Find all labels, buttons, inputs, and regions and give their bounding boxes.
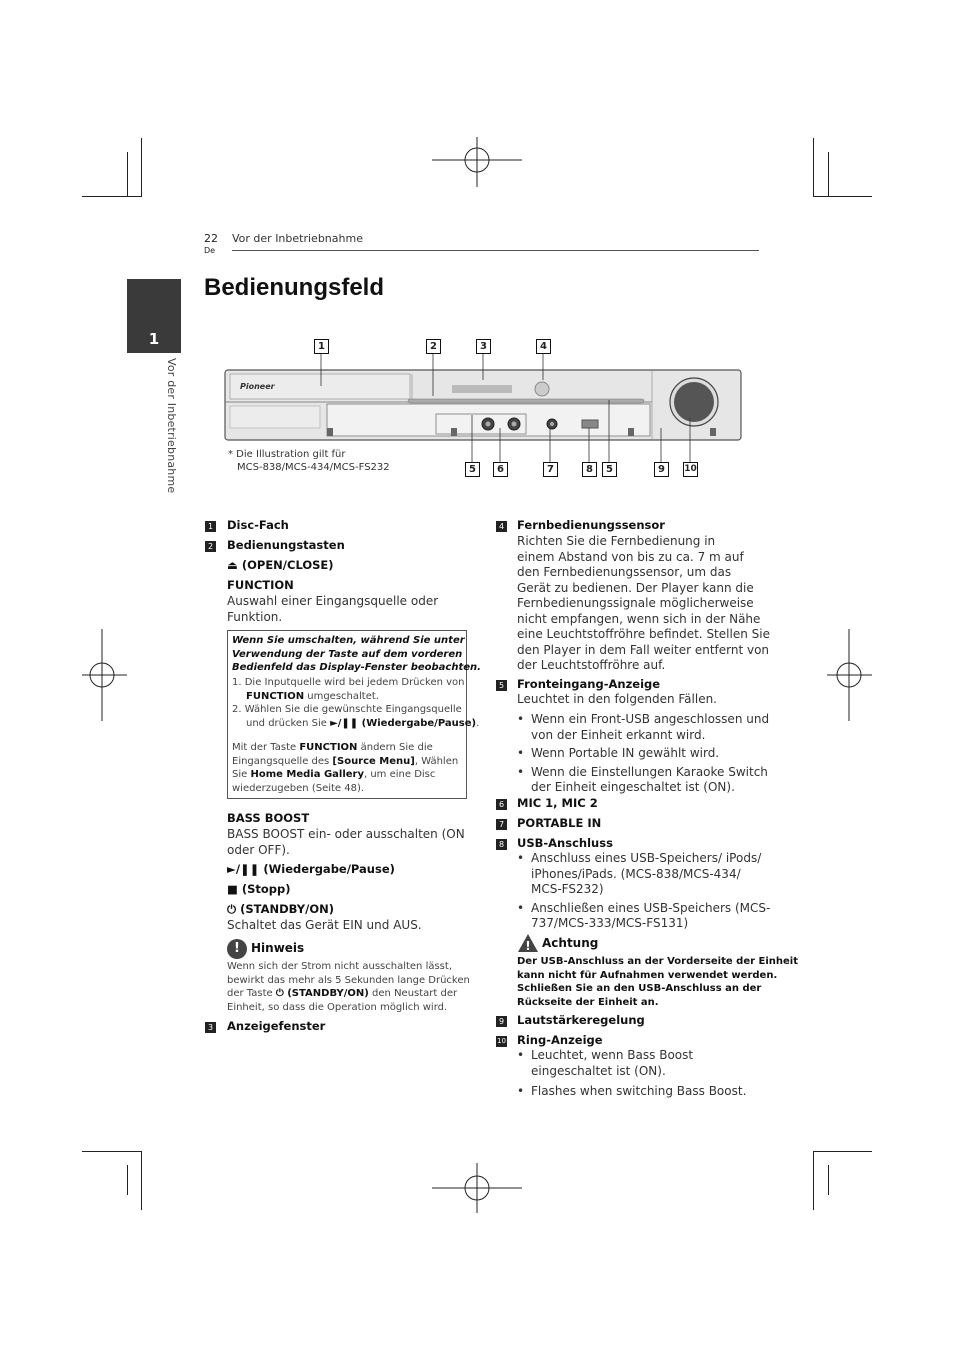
callout-8: 8: [582, 462, 597, 477]
header-rule: [232, 250, 759, 251]
bullet-list: • Wenn ein Front-USB angeschlossen und von der Einheit erkannt wird. • Wenn Portable IN gewählt wird. • Wenn die Einstellungen Karaoke Switch der Einheit eingeschaltet ist (ON).: [531, 712, 769, 796]
crop-mark: [813, 138, 814, 197]
item-number: 1: [205, 521, 216, 532]
item-label: Fronteingang-Anzeige: [517, 677, 661, 691]
item-number: 10: [497, 1037, 506, 1045]
brand-logo: Pioneer: [240, 382, 275, 391]
crop-mark: [82, 196, 142, 197]
item-label: USB-Anschluss: [517, 836, 613, 850]
callout-5: 5: [602, 462, 617, 477]
item-label: Anzeigefenster: [227, 1019, 326, 1033]
item-number: 8: [496, 839, 507, 850]
crop-mark: [813, 1151, 872, 1152]
crop-mark: [813, 196, 872, 197]
item-number: 6: [496, 799, 507, 810]
control-label: BASS BOOST: [227, 811, 310, 825]
tip-paragraph: Mit der Taste FUNCTION ändern Sie die Eingangsquelle des [Source Menu], Wählen Sie Home Media Gallery, um eine Disc wiederzugeben (Seite 48).: [232, 742, 459, 794]
callout-4: 4: [536, 339, 551, 354]
bullet-list: • Anschluss eines USB-Speichers/ iPods/ iPhones/iPads. (MCS-838/MCS-434/ MCS-FS232) • Anschließen eines USB-Speichers (MCS- 737/MCS-333/MCS-FS131): [531, 851, 770, 932]
svg-text:!: !: [525, 939, 531, 953]
warning-text: Der USB-Anschluss an der Vorderseite der Einheit kann nicht für Aufnahmen verwendet werden. Schließen Sie an den USB-Anschluss an der Rückseite der Einheit an.: [517, 956, 798, 1008]
registration-mark-left: [82, 629, 127, 721]
item-label: PORTABLE IN: [517, 816, 602, 830]
crop-mark: [141, 138, 142, 197]
callout-3: 3: [476, 339, 491, 354]
crop-mark: [828, 152, 829, 196]
registration-mark-right: [827, 629, 872, 721]
item-number: 2: [205, 541, 216, 552]
crop-mark: [813, 1151, 814, 1210]
control-label: ⏻ (STANDBY/ON): [227, 902, 334, 916]
item-number: 9: [496, 1016, 507, 1027]
section-title: Vor der Inbetriebnahme: [232, 232, 363, 245]
item-number: 7: [496, 819, 507, 830]
chapter-number: 1: [148, 330, 160, 348]
callout-9: 9: [654, 462, 669, 477]
control-label: ⏏ (OPEN/CLOSE): [227, 558, 334, 572]
crop-mark: [127, 152, 128, 196]
description: Richten Sie die Fernbedienung in einem Abstand von bis zu ca. 7 m auf den Fernbedienungssensor, um das Gerät zu bedienen. Der Player kann die Fernbedienungssignale möglicherweise nicht empfangen, wenn sich in der Nähe eine Leuchtstoffröhre befindet. Stellen Sie den Player in dem Fall weiter entfernt von der Leuchtstoffröhre auf.: [517, 534, 770, 672]
warning-icon: [517, 933, 539, 953]
description: Schaltet das Gerät EIN und AUS.: [227, 918, 422, 932]
item-number: 4: [496, 521, 507, 532]
tip-heading: Wenn Sie umschalten, während Sie unter Verwendung der Taste auf dem vorderen Bedienfeld das Display-Fenster beobachten.: [232, 635, 481, 673]
crop-mark: [828, 1165, 829, 1195]
tip-steps: 1. Die Inputquelle wird bei jedem Drücken von FUNCTION umgeschaltet. 2. Wählen Sie die gewünschte Eingangsquelle und drücken Sie ►/❚❚ (Wiedergabe/Pause).: [232, 677, 480, 729]
crop-mark: [82, 1151, 142, 1152]
bullet-list: • Leuchtet, wenn Bass Boost eingeschaltet ist (ON). • Flashes when switching Bass Boost.: [531, 1048, 746, 1100]
item-label: Fernbedienungssensor: [517, 518, 665, 532]
description: Leuchtet in den folgenden Fällen.: [517, 692, 717, 706]
item-number: 3: [205, 1022, 216, 1033]
note-icon: !: [227, 939, 247, 959]
page-number: 22: [204, 232, 218, 245]
note-title: Hinweis: [251, 941, 305, 955]
item-label: Disc-Fach: [227, 518, 289, 532]
item-label: MIC 1, MIC 2: [517, 796, 598, 810]
item-label: Lautstärkeregelung: [517, 1013, 645, 1027]
item-label: Ring-Anzeige: [517, 1033, 603, 1047]
callout-2: 2: [426, 339, 441, 354]
callout-7: 7: [543, 462, 558, 477]
crop-mark: [141, 1151, 142, 1210]
chapter-label: Vor der Inbetriebnahme: [165, 358, 178, 494]
crop-mark: [127, 1165, 128, 1195]
callout-6: 6: [493, 462, 508, 477]
page-language: De: [204, 246, 216, 255]
item-label: Bedienungstasten: [227, 538, 345, 552]
description: Auswahl einer Eingangsquelle oder Funktion.: [227, 594, 439, 624]
control-label: ■ (Stopp): [227, 882, 291, 896]
description: BASS BOOST ein- oder ausschalten (ON oder OFF).: [227, 827, 465, 857]
callout-10: 10: [683, 462, 698, 477]
page-title: Bedienungsfeld: [204, 274, 385, 301]
note-text: Wenn sich der Strom nicht ausschalten lässt, bewirkt das mehr als 5 Sekunden lange Drücken der Taste ⏻ (STANDBY/ON) den Neustart der Einheit, so dass die Operation möglich wird.: [227, 961, 470, 1013]
control-label: ►/❚❚ (Wiedergabe/Pause): [227, 862, 395, 876]
callout-1: 1: [314, 339, 329, 354]
illustration-note: * Die Illustration gilt für MCS-838/MCS-434/MCS-FS232: [228, 449, 390, 473]
callout-5: 5: [465, 462, 480, 477]
warning-title: Achtung: [542, 936, 599, 950]
registration-mark-bottom: [432, 1163, 522, 1213]
registration-mark-top: [432, 137, 522, 187]
control-label: FUNCTION: [227, 578, 294, 592]
item-number: 5: [496, 680, 507, 691]
